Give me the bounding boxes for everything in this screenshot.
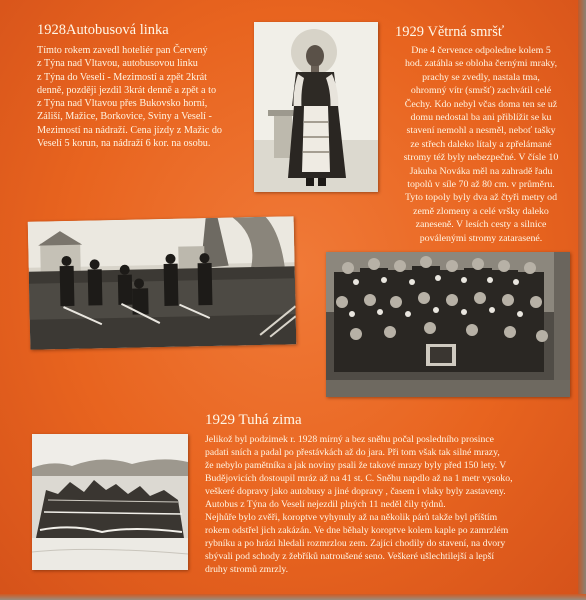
harsh-winter-heading: 1929 Tuhá zima: [205, 412, 302, 428]
group-portrait-photo: [326, 252, 570, 397]
page-bottom-edge: [0, 594, 586, 600]
winter-landscape-photo: [32, 434, 188, 570]
page-right-edge: [578, 0, 586, 600]
harsh-winter-text: Jelikož byl podzimek r. 1928 mírný a bez sněhu počal posledního prosince padati sních a padal po přestávkách až do jara. Při tom však tak silné mrazy, že nebylo pamětníka a jak noviny psali že takové mrazy byly před 150 lety. V Budějovicích dostoupil mráz až na 41 st. C. Sněhu napdlo až na 1 metr vysoko, veškeré dopravy jako autobusy a jiné dopravy , časem i vlaky byly zastaveny. Autobus z Týna do Veselí nejezdil plných 11 neděl čily týdnů. Nejhůře bylo zvěři, koroptve vyhynuly až na několik párů takže byl příštím rokem odstřel jich zakázán. Ve dne běhaly koroptve kolem kaple po zamrzlém rybníku a po hrázi hledali rozmrzlou zem. Zajíci chodily do stavení, na dvory sbývali pod schody z žebříků natroušené seno. Veškeré ušlechtilejší a lepší druhy stromů zmrzly.: [205, 434, 513, 575]
bus-line-text: Tímto rokem zavedl hoteliér pan Červený z Týna nad Vltavou, autobusovou linku z Týna do Veselí - Mezimostí a zpět 2krát denně, později jezdil 3krát denně a zpět a to z Týna nad Vltavou přes Bukovsko horní, Záliší, Mažice, Borkovice, Sviny a Veselí - Mezimostí na nádraží. Cena jízdy z Mažic do Veselí 5 korun, na nádraží 6 kor. na osobu.: [37, 45, 223, 150]
windstorm-heading: 1929 Větrná smršť: [395, 24, 505, 40]
windstorm-text: Dne 4 července odpoledne kolem 5 hod. zatáhla se obloha černými mraky, prachy se zvedly, nastala tma, ohromný vítr (smršť) zachvátil celé Čechy. Kdo nebyl včas doma ten se už domu nedostal ba ani přiblížit se ku stavení nemohl a nesměl, neboť tašky ze střech daleko lítaly a zpřelámané stromy též byly nebezpečné. V čísle 10 Jakuba Nováka měl na zahradě řadu topolů v síle 70 až 80 cm. v průměru. Tyto topoly byly dva až čtyři metry od země zlomeny a celé vršky daleko zaneseně. V lesích cesty a silnice poválenými stromy zatarasené.: [403, 45, 559, 244]
folk-costume-woman-photo: [254, 22, 378, 192]
bus-line-heading: 1928Autobusová linka: [37, 22, 169, 38]
ice-hockey-photo: [28, 216, 297, 350]
